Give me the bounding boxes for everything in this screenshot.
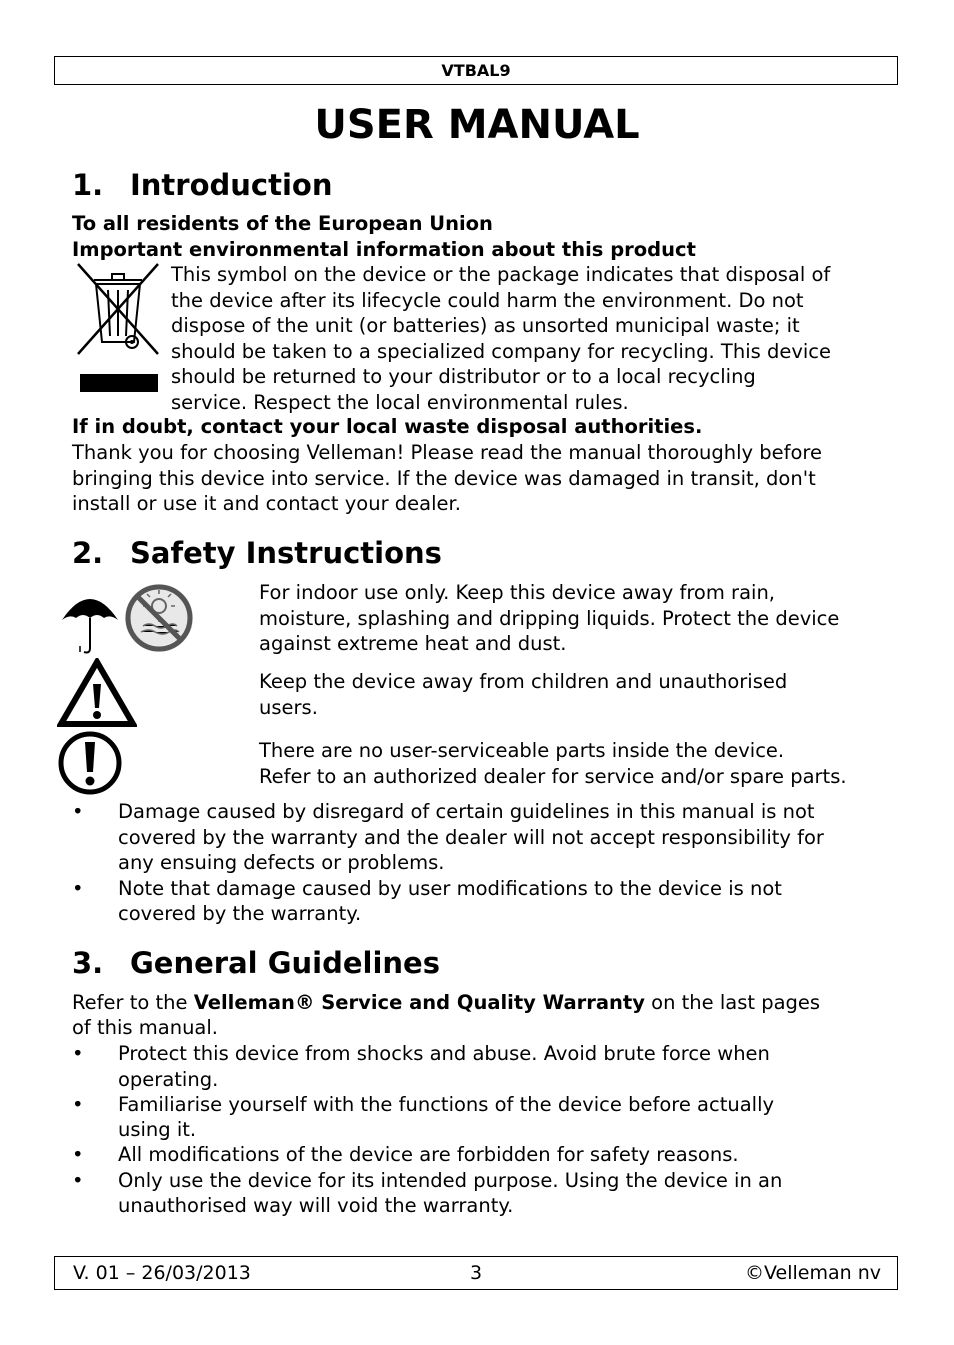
footer-version: V. 01 – 26/03/2013 xyxy=(73,1262,251,1284)
footer-copyright: ©Velleman nv xyxy=(745,1262,881,1284)
text-run: on the last pages xyxy=(644,991,821,1014)
intro-subheading-eu: To all residents of the European Union xyxy=(72,212,493,235)
warranty-reference xyxy=(72,990,820,1016)
text-line: Keep the device away from children and unauthorised xyxy=(259,670,788,693)
page-number: 3 xyxy=(470,1262,483,1284)
text-line: should be returned to your distributor or to a local recycling xyxy=(171,365,756,388)
no-heat-icon xyxy=(123,582,195,654)
text-line: Familiarise yourself with the functions of the device before actually xyxy=(118,1092,775,1116)
bullet-dot: • xyxy=(72,800,84,823)
text-line: operating. xyxy=(118,1067,219,1091)
text-line: All modifications of the device are forbidden for safety reasons. xyxy=(118,1143,739,1166)
text-line: For indoor use only. Keep this device away from rain, xyxy=(259,581,775,604)
page-footer xyxy=(54,1256,898,1290)
section-number: 1. xyxy=(72,168,104,202)
section-heading-general xyxy=(72,946,440,980)
text-line: This symbol on the device or the package indicates that disposal of xyxy=(171,263,831,286)
text-line: covered by the warranty. xyxy=(118,902,362,925)
list-item-text xyxy=(118,1168,908,1219)
weee-bin-icon xyxy=(74,262,162,396)
list-item-text xyxy=(118,1142,908,1168)
text-line: Thank you for choosing Velleman! Please read the manual thoroughly before xyxy=(72,441,823,464)
document-title: USER MANUAL xyxy=(314,102,640,148)
bullet-dot: • xyxy=(72,1092,84,1116)
text-line: dispose of the unit (or batteries) as unsorted municipal waste; it xyxy=(171,314,800,337)
text-line: against extreme heat and dust. xyxy=(259,632,567,655)
section-title: General Guidelines xyxy=(130,946,440,980)
exclamation-circle-icon xyxy=(57,730,123,796)
intro-subheading-env: Important environmental information about this product xyxy=(72,237,696,261)
text-line: install or use it and contact your dealer. xyxy=(72,492,461,515)
text-line: covered by the warranty and the dealer will not accept responsibility for xyxy=(118,825,824,849)
text-line: Refer to an authorized dealer for service and/or spare parts. xyxy=(259,764,847,788)
list-item-text xyxy=(118,799,908,876)
section-heading-safety xyxy=(72,536,442,570)
text-line: service. Respect the local environmental rules. xyxy=(171,390,629,414)
text-line: Note that damage caused by user modifications to the device is not xyxy=(118,876,782,900)
text-line: should be taken to a specialized company for recycling. This device xyxy=(171,339,832,363)
section-title: Safety Instructions xyxy=(130,536,442,570)
section-number: 2. xyxy=(72,536,104,570)
text-line: using it. xyxy=(118,1118,197,1141)
bullet-dot: • xyxy=(72,1042,84,1065)
text-line: Only use the device for its intended purpose. Using the device in an xyxy=(118,1168,783,1192)
section-number: 3. xyxy=(72,946,104,980)
text-line: There are no user-serviceable parts inside the device. xyxy=(259,739,785,762)
text-run: Refer to the xyxy=(72,991,194,1014)
section-title: Introduction xyxy=(130,168,333,202)
umbrella-icon xyxy=(58,584,122,654)
bullet-dot: • xyxy=(72,1143,84,1166)
list-item-text xyxy=(118,1092,908,1143)
text-line: bringing this device into service. If the device was damaged in transit, don't xyxy=(72,466,816,490)
bullet-dot: • xyxy=(72,876,84,900)
warning-triangle-icon xyxy=(57,658,137,728)
text-line: any ensuing defects or problems. xyxy=(118,851,445,874)
header-model: VTBAL9 xyxy=(54,56,898,85)
bullet-dot: • xyxy=(72,1168,84,1192)
list-item-text xyxy=(118,876,908,927)
text-line: Protect this device from shocks and abuse. Avoid brute force when xyxy=(118,1042,770,1065)
text-line: of this manual. xyxy=(72,1016,219,1039)
text-line: the device after its lifecycle could harm the environment. Do not xyxy=(171,288,804,312)
section-heading-introduction xyxy=(72,168,333,202)
text-line: moisture, splashing and dripping liquids. Protect the device xyxy=(259,606,840,630)
warranty-name: Velleman® Service and Quality Warranty xyxy=(193,991,645,1014)
text-line: Damage caused by disregard of certain guidelines in this manual is not xyxy=(118,800,815,823)
doubt-note: If in doubt, contact your local waste disposal authorities. xyxy=(72,415,703,438)
text-line: users. xyxy=(259,695,318,719)
text-line: unauthorised way will void the warranty. xyxy=(118,1194,514,1217)
list-item-text xyxy=(118,1041,908,1092)
